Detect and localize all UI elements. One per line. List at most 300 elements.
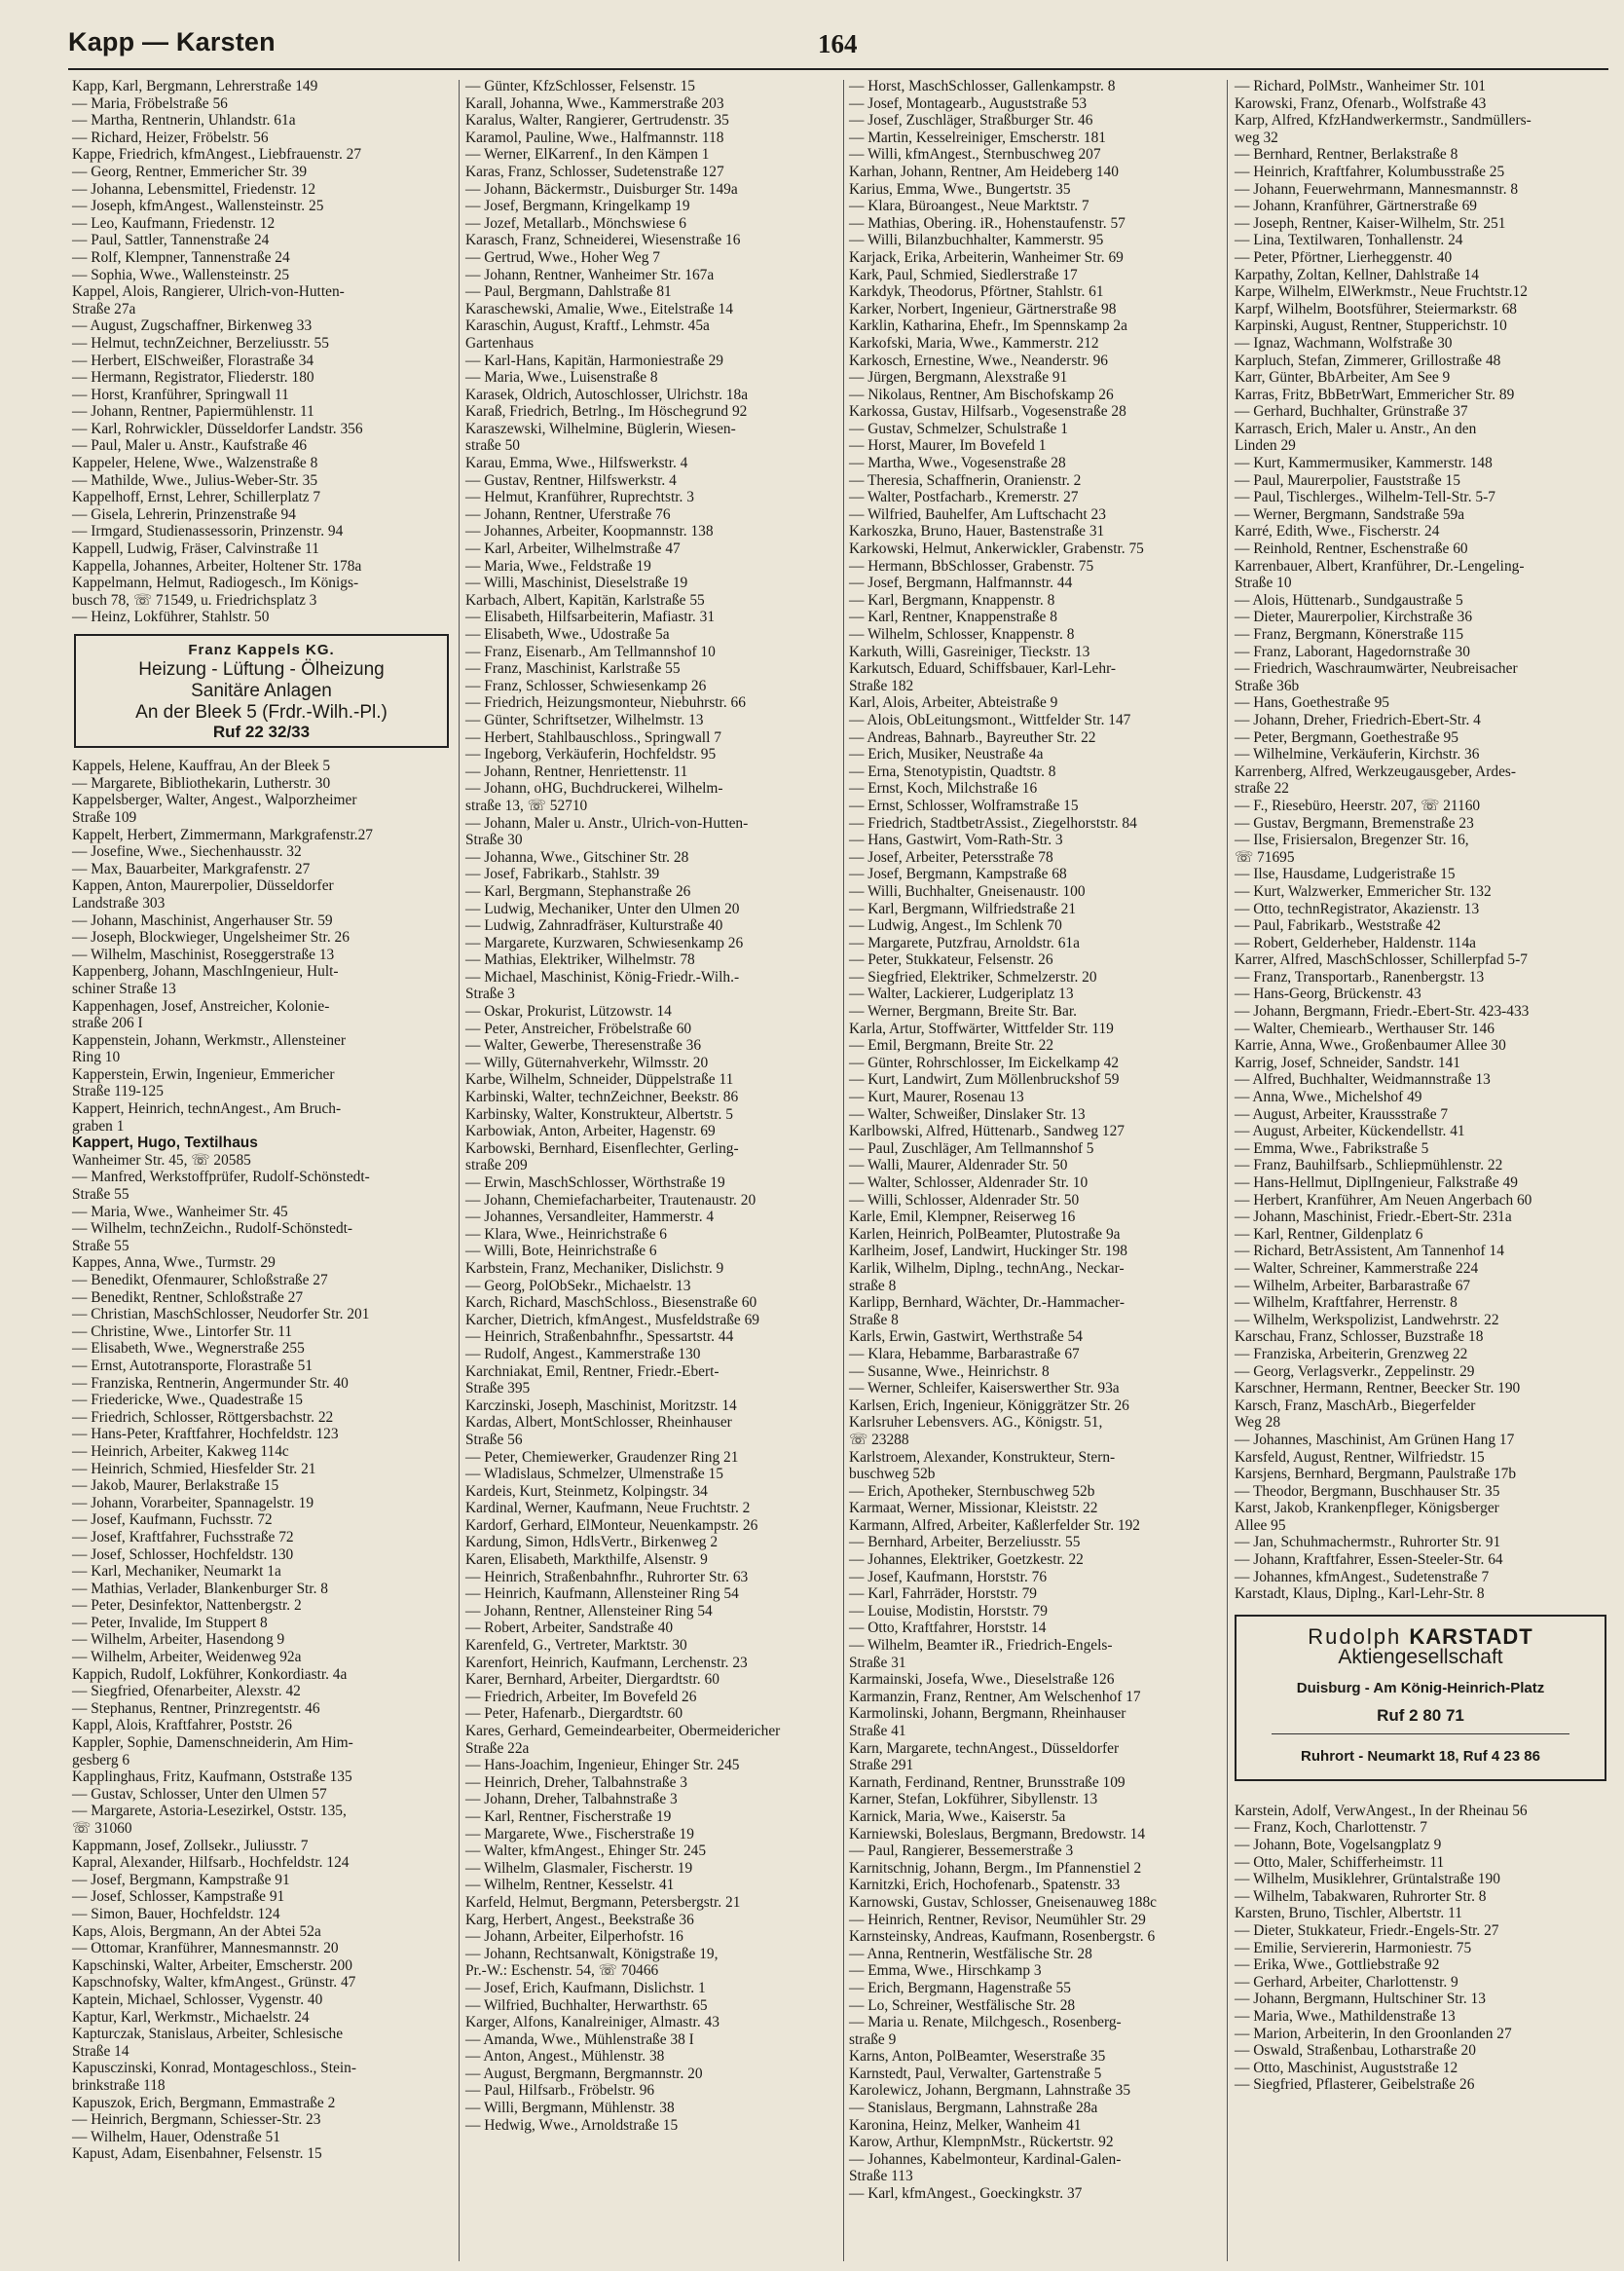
directory-entry-line: Karker, Norbert, Ingenieur, Gärtnerstraße 98 — [849, 300, 1117, 317]
directory-entry-line: Karau, Emma, Wwe., Hilfswerkstr. 4 — [465, 455, 688, 472]
directory-entry-line: — Friedrich, Arbeiter, Im Bovefeld 26 — [465, 1688, 697, 1705]
directory-entry-line: Straße 30 — [465, 832, 523, 849]
directory-entry-line: — Peter, Bergmann, Goethestraße 95 — [1235, 728, 1458, 746]
directory-entry-line: — Sophia, Wwe., Wallensteinstr. 25 — [72, 266, 290, 283]
directory-entry-line: Karmolinski, Johann, Bergmann, Rheinhauser — [849, 1705, 1126, 1723]
directory-entry-line: — Johann, Maschinist, Friedr.-Ebert-Str. 231a — [1235, 1209, 1512, 1226]
directory-entry-line: — Johannes, Kabelmonteur, Kardinal-Galen- — [849, 2150, 1122, 2168]
directory-entry-line: Karrenberg, Alfred, Werkzeugausgeber, Ardes- — [1235, 763, 1517, 780]
ad-company-name — [1242, 1623, 1599, 1649]
directory-entry-line: Straße 56 — [465, 1431, 523, 1448]
directory-entry-line: — Wilhelm, Beamter iR., Friedrich-Engels- — [849, 1637, 1113, 1655]
directory-entry-line: — Amanda, Wwe., Mühlenstraße 38 I — [465, 2030, 694, 2048]
directory-entry-line: Karrenbauer, Albert, Kranführer, Dr.-Lengeling- — [1235, 557, 1525, 575]
directory-entry-line: Karall, Johanna, Wwe., Kammerstraße 203 — [465, 94, 724, 112]
directory-entry-line: Kardeis, Kurt, Steinmetz, Kolpingstr. 34 — [465, 1482, 708, 1500]
directory-entry-line: — Wilhelm, Schlosser, Knappenstr. 8 — [849, 626, 1075, 643]
directory-entry-line: Karbowiak, Anton, Arbeiter, Hagenstr. 69 — [465, 1123, 716, 1140]
directory-entry-line: — Willi, Bote, Heinrichstraße 6 — [465, 1243, 657, 1260]
directory-entry-line: — Nikolaus, Rentner, Am Bischofskamp 26 — [849, 386, 1114, 403]
directory-entry-line: — Ilse, Frisiersalon, Bregenzer Str. 16, — [1235, 832, 1469, 849]
directory-entry-line: — Andreas, Bahnarb., Bayreuther Str. 22 — [849, 728, 1096, 746]
directory-entry-line: Kappelsberger, Walter, Angest., Walporzheimer — [72, 792, 357, 809]
directory-entry-line: Karalus, Walter, Rangierer, Gertrudenstr. 35 — [465, 112, 729, 130]
directory-entry-line: — Kurt, Walzwerker, Emmericher Str. 132 — [1235, 882, 1492, 900]
directory-entry-line: Karras, Fritz, BbBetrWart, Emmericher Str. 89 — [1235, 386, 1515, 403]
directory-entry-line: — Günter, Rohrschlosser, Im Eickelkamp 42 — [849, 1054, 1120, 1071]
directory-entry-line: — Bernhard, Rentner, Berlakstraße 8 — [1235, 146, 1458, 164]
directory-entry-line: — Willi, Schlosser, Aldenrader Str. 50 — [849, 1191, 1080, 1209]
page-number: 164 — [818, 29, 858, 58]
directory-entry-line: — Otto, Kraftfahrer, Horststr. 14 — [849, 1619, 1047, 1637]
directory-entry-line: — Klara, Büroangest., Neue Marktstr. 7 — [849, 198, 1089, 215]
directory-entry-line: straße 9 — [849, 2030, 897, 2048]
page-header — [68, 27, 1606, 66]
directory-entry-line: — Otto, Maschinist, Auguststraße 12 — [1235, 2059, 1458, 2076]
directory-entry-line: — Johann, oHG, Buchdruckerei, Wilhelm- — [465, 780, 723, 798]
directory-entry-line: Kapusczinski, Konrad, Montageschloss., Stein- — [72, 2060, 356, 2077]
directory-entry-line: — Wilhelm, Maschinist, Roseggerstraße 13 — [72, 946, 335, 963]
ad-services-line: Sanitäre Anlagen — [191, 680, 332, 701]
ad-address: An der Bleek 5 (Frdr.-Wilh.-Pl.) — [135, 701, 388, 723]
directory-entry-line: — Herbert, ElSchweißer, Florastraße 34 — [72, 352, 314, 369]
directory-entry-line: — Karl, Rentner, Knappenstraße 8 — [849, 609, 1057, 626]
directory-entry-line: — Günter, Schriftsetzer, Wilhelmstr. 13 — [465, 711, 704, 728]
directory-entry-line: — Siegfried, Pflasterer, Geibelstraße 26 — [1235, 2076, 1475, 2094]
directory-entry-line: — Walter, Schreiner, Kammerstraße 224 — [1235, 1259, 1479, 1277]
directory-entry-line: — Irmgard, Studienassessorin, Prinzenstr. 94 — [72, 523, 344, 540]
directory-entry-line: — Karl, Rentner, Gildenplatz 6 — [1235, 1225, 1423, 1243]
directory-entry-line: — Ilse, Hausdame, Ludgeristraße 15 — [1235, 866, 1456, 883]
directory-entry-line: — Stephanus, Rentner, Prinzregentstr. 46 — [72, 1699, 320, 1717]
directory-entry-line: Wanheimer Str. 45, ☏ 20585 — [72, 1151, 251, 1169]
directory-entry-line: — Herbert, Kranführer, Am Neuen Angerbach 60 — [1235, 1191, 1532, 1209]
directory-entry-line: — Willi, Maschinist, Dieselstraße 19 — [465, 575, 688, 592]
directory-entry-line: Kapschnofsky, Walter, kfmAngest., Grünstr. 47 — [72, 1974, 356, 1992]
directory-entry-line: Kappenhagen, Josef, Anstreicher, Kolonie- — [72, 997, 330, 1015]
directory-entry-line: — Gustav, Bergmann, Bremenstraße 23 — [1235, 814, 1474, 832]
directory-entry-line: — Peter, Pförtner, Lierheggenstr. 40 — [1235, 248, 1453, 266]
directory-entry-line: — Mathias, Verlader, Blankenburger Str. 8 — [72, 1580, 328, 1597]
directory-entry-line: — Georg, PolObSekr., Michaelstr. 13 — [465, 1277, 691, 1294]
directory-entry-line: — Franz, Eisenarb., Am Tellmannshof 10 — [465, 643, 716, 660]
directory-entry-line: Karpluch, Stefan, Zimmerer, Grillostraße 48 — [1235, 352, 1501, 369]
directory-entry-line: — Margarete, Putzfrau, Arnoldstr. 61a — [849, 934, 1080, 951]
directory-entry-line: — Ingeborg, Verkäuferin, Hochfeldstr. 95 — [465, 746, 717, 763]
directory-entry-line: — Johanna, Lebensmittel, Friedenstr. 12 — [72, 180, 316, 198]
directory-entry-line: Pr.-W.: Eschenstr. 54, ☏ 70466 — [465, 1962, 659, 1980]
directory-entry-line: — Karl-Hans, Kapitän, Harmoniestraße 29 — [465, 352, 723, 369]
directory-entry-line: — Johann, Bote, Vogelsangplatz 9 — [1235, 1837, 1442, 1853]
directory-entry-line: Karnowski, Gustav, Schlosser, Gneisenauweg 188c — [849, 1893, 1157, 1911]
directory-entry-line: Karas, Franz, Schlosser, Sudetenstraße 127 — [465, 163, 724, 180]
directory-entry-line: — Lo, Schreiner, Westfälische Str. 28 — [849, 1996, 1076, 2014]
directory-entry-line: Kappl, Alois, Kraftfahrer, Poststr. 26 — [72, 1717, 292, 1734]
directory-entry-line: — Karl, Bergmann, Knappenstr. 8 — [849, 591, 1055, 609]
directory-entry-line: — August, Arbeiter, Kraussstraße 7 — [1235, 1105, 1449, 1123]
directory-entry-line: — Karl, Rentner, Fischerstraße 19 — [465, 1807, 672, 1825]
directory-entry-line: Allee 95 — [1235, 1516, 1286, 1534]
directory-entry-line: Karkossa, Gustav, Hilfsarb., Vogesenstraße 28 — [849, 403, 1126, 421]
directory-entry-line: Karpinski, August, Rentner, Stupperichstr. 10 — [1235, 317, 1507, 335]
directory-entry-line: — Willi, Bilanzbuchhalter, Kammerstr. 95 — [849, 232, 1104, 249]
directory-entry-line: Karner, Stefan, Lokführer, Sibyllenstr. 13 — [849, 1791, 1098, 1808]
directory-entry-line: — Theodor, Bergmann, Buschhauser Str. 35 — [1235, 1482, 1500, 1500]
directory-entry-line: — Franz, Laborant, Hagedornstraße 30 — [1235, 643, 1470, 660]
directory-entry-line: Karius, Emma, Wwe., Bungertstr. 35 — [849, 180, 1071, 198]
directory-entry-line: Karkowski, Helmut, Ankerwickler, Grabenstr. 75 — [849, 540, 1144, 558]
directory-entry-line: — F., Riesebüro, Heerstr. 207, ☏ 21160 — [1235, 797, 1481, 814]
directory-entry-line: — Alfred, Buchhalter, Weidmannstraße 13 — [1235, 1071, 1491, 1089]
directory-entry-line: — Georg, Rentner, Emmericher Str. 39 — [72, 163, 308, 180]
directory-entry-line: — Emilie, Serviererin, Harmoniestr. 75 — [1235, 1939, 1472, 1956]
directory-entry-line: — Franziska, Arbeiterin, Grenzweg 22 — [1235, 1345, 1468, 1362]
directory-entry-line: Karklin, Katharina, Ehefr., Im Spennskamp 2a — [849, 317, 1127, 335]
directory-entry-line: Kappell, Ludwig, Fräser, Calvinstraße 11 — [72, 540, 319, 558]
directory-entry-line: straße 50 — [465, 437, 520, 455]
directory-entry-line: Karmanzin, Franz, Rentner, Am Welschenhof 17 — [849, 1688, 1141, 1705]
header-rule — [68, 68, 1608, 70]
directory-entry-line: — Gerhard, Arbeiter, Charlottenstr. 9 — [1235, 1973, 1458, 1991]
directory-entry-line: — Dieter, Maurerpolier, Kirchstraße 36 — [1235, 609, 1473, 626]
directory-entry-line: — Johann, Feuerwehrmann, Mannesmannstr. 8 — [1235, 180, 1519, 198]
directory-entry-line: — Wilhelm, Arbeiter, Hasendong 9 — [72, 1631, 285, 1649]
directory-entry-line: — Johann, Vorarbeiter, Spannagelstr. 19 — [72, 1494, 314, 1511]
directory-entry-line: graben 1 — [72, 1117, 125, 1135]
directory-entry-line: — Johann, Bergmann, Friedr.-Ebert-Str. 423-433 — [1235, 1003, 1530, 1021]
directory-entry-line: — Richard, BetrAssistent, Am Tannenhof 14 — [1235, 1243, 1504, 1260]
ad-location: Duisburg - Am König-Heinrich-Platz — [1296, 1680, 1545, 1697]
directory-entry-line: — Werner, Bergmann, Sandstraße 59a — [1235, 505, 1465, 523]
directory-entry-line: Kardorf, Gerhard, ElMonteur, Neuenkampstr. 26 — [465, 1516, 758, 1534]
directory-entry-line: — Wilhelm, Hauer, Odenstraße 51 — [72, 2128, 280, 2145]
directory-entry-line: — Margarete, Kurzwaren, Schwiesenkamp 26 — [465, 934, 744, 951]
directory-entry-line: — Walter, Gewerbe, Theresenstraße 36 — [465, 1037, 702, 1055]
directory-entry-line: schiner Straße 13 — [72, 980, 176, 997]
directory-entry-line: Karer, Bernhard, Arbeiter, Diergardtstr. 60 — [465, 1671, 720, 1689]
directory-entry-line: — Horst, Kranführer, Springwall 11 — [72, 386, 289, 403]
directory-entry-line: — Josef, Bergmann, Kampstraße 68 — [849, 866, 1067, 883]
directory-entry-line: Karenfort, Heinrich, Kaufmann, Lerchenstr. 23 — [465, 1654, 748, 1671]
directory-entry-line: Kappen, Anton, Maurerpolier, Düsseldorfer — [72, 877, 334, 895]
directory-entry-line: — Horst, MaschSchlosser, Gallenkampstr. 8 — [849, 78, 1116, 94]
directory-entry-line: — Johannes, kfmAngest., Sudetenstraße 7 — [1235, 1568, 1490, 1585]
directory-entry-line: — Leo, Kaufmann, Friedenstr. 12 — [72, 214, 276, 232]
directory-entry-line: — Peter, Chemiewerker, Graudenzer Ring 21 — [465, 1448, 739, 1466]
directory-entry-line: — Hermann, Registrator, Fliederstr. 180 — [72, 369, 314, 387]
directory-entry-line: busch 78, ☏ 71549, u. Friedrichsplatz 3 — [72, 591, 317, 609]
directory-entry-line: Karpe, Wilhelm, ElWerkmstr., Neue Fruchtstr.12 — [1235, 283, 1528, 301]
directory-entry-line: — Stanislaus, Bergmann, Lahnstraße 28a — [849, 2100, 1098, 2117]
directory-entry-line: — August, Arbeiter, Kückendellstr. 41 — [1235, 1123, 1465, 1140]
directory-entry-line: Karlstroem, Alexander, Konstrukteur, Stern- — [849, 1448, 1116, 1466]
directory-entry-line: — Wilhelm, Kraftfahrer, Herrenstr. 8 — [1235, 1294, 1458, 1312]
directory-entry-line: — Franz, Bauhilfsarb., Schliepmühlenstr. 22 — [1235, 1157, 1503, 1174]
directory-entry-line: Karaszewski, Wilhelmine, Büglerin, Wiesen- — [465, 420, 736, 437]
directory-entry-line: — Franziska, Rentnerin, Angermunder Str. 40 — [72, 1374, 349, 1392]
column-3 — [849, 78, 1229, 2203]
directory-entry-line: — Paul, Fabrikarb., Weststraße 42 — [1235, 917, 1441, 935]
directory-entry-line: Karen, Elisabeth, Markthilfe, Alsenstr. 9 — [465, 1551, 708, 1569]
directory-entry-line: Karnsteinsky, Andreas, Kaufmann, Rosenbergstr. 6 — [849, 1928, 1156, 1946]
directory-entry-line: Karschau, Franz, Schlosser, Buzstraße 18 — [1235, 1328, 1484, 1346]
directory-entry-line: Kappelt, Herbert, Zimmermann, Markgrafenstr.27 — [72, 826, 373, 843]
directory-entry-line: — Werner, Schleifer, Kaiserswerther Str. 93a — [849, 1380, 1120, 1397]
directory-entry-line: — Klara, Wwe., Heinrichstraße 6 — [465, 1225, 667, 1243]
directory-entry-line: — Karl, Bergmann, Wilfriedstraße 21 — [849, 900, 1077, 917]
directory-entry-line: Karasek, Oldrich, Autoschlosser, Ulrichstr. 18a — [465, 386, 749, 403]
directory-entry-line: — Manfred, Werkstoffprüfer, Rudolf-Schönstedt- — [72, 1169, 370, 1186]
directory-entry-line: Karré, Edith, Wwe., Fischerstr. 24 — [1235, 523, 1440, 540]
directory-entry-line: — Hans-Peter, Kraftfahrer, Hochfeldstr. 123 — [72, 1426, 339, 1443]
ad-phone: Ruf 22 32/33 — [212, 722, 311, 741]
directory-entry-line: — Johann, Rentner, Papiermühlenstr. 11 — [72, 403, 314, 421]
directory-entry-line: — Heinrich, Kraftfahrer, Kolumbusstraße 25 — [1235, 163, 1505, 180]
directory-entry-line: — Maria, Wwe., Feldstraße 19 — [465, 557, 651, 575]
directory-entry-line: — Gertrud, Wwe., Hoher Weg 7 — [465, 248, 660, 266]
directory-entry-line: Straße 8 — [849, 1311, 899, 1328]
directory-entry-line: Straße 182 — [849, 677, 914, 694]
directory-entry-line: Kapuszok, Erich, Bergmann, Emmastraße 2 — [72, 2094, 336, 2111]
directory-entry-line: — Josef, Schlosser, Hochfeldstr. 130 — [72, 1545, 294, 1563]
directory-entry-line: — Rudolf, Angest., Kammerstraße 130 — [465, 1345, 701, 1362]
directory-entry-line: — Paul, Maler u. Anstr., Kaufstraße 46 — [72, 437, 308, 455]
directory-entry-line: Kappert, Heinrich, technAngest., Am Bruch- — [72, 1100, 342, 1118]
directory-entry-line: — Franz, Transportarb., Ranenbergstr. 13 — [1235, 968, 1485, 986]
directory-entry-line: — Johann, Rentner, Uferstraße 76 — [465, 505, 671, 523]
directory-entry-line: Karkofski, Maria, Wwe., Kammerstr. 212 — [849, 334, 1099, 352]
directory-entry-line: — Paul, Zuschläger, Am Tellmannshof 5 — [849, 1139, 1094, 1157]
directory-entry-line: — Josef, Schlosser, Kampstraße 91 — [72, 1888, 285, 1906]
directory-entry-line: — Johann, Bäckermstr., Duisburger Str. 149a — [465, 180, 738, 198]
directory-entry-line: — Johann, Bergmann, Hultschiner Str. 13 — [1235, 1991, 1486, 2008]
directory-entry-line: Straße 55 — [72, 1237, 129, 1254]
directory-entry-line: Karchniakat, Emil, Rentner, Friedr.-Ebert- — [465, 1362, 720, 1380]
directory-entry-line: Kares, Gerhard, Gemeindearbeiter, Obermeidericher — [465, 1723, 781, 1739]
directory-entry-line: — Hans, Goethestraße 95 — [1235, 694, 1389, 712]
ad-phone: Ruf 2 80 71 — [1377, 1705, 1464, 1725]
directory-entry-line: — Benedikt, Rentner, Schloßstraße 27 — [72, 1288, 304, 1306]
directory-entry-line: Kark, Paul, Schmied, Siedlerstraße 17 — [849, 266, 1078, 283]
directory-entry-line: Straße 113 — [849, 2168, 913, 2185]
column-divider — [843, 80, 844, 2261]
column-4 — [1235, 78, 1614, 2094]
directory-entry-line: Straße 14 — [72, 2042, 129, 2060]
directory-entry-line: — Margarete, Astoria-Lesezirkel, Oststr. 135, — [72, 1803, 347, 1820]
directory-entry-line: — Paul, Tischlerges., Wilhelm-Tell-Str. 5-7 — [1235, 489, 1495, 506]
franz-kappels-advertisement — [74, 634, 449, 748]
directory-entry-line: — Richard, Heizer, Fröbelstr. 56 — [72, 129, 269, 146]
directory-entry-line: Karkutsch, Eduard, Schiffsbauer, Karl-Lehr- — [849, 660, 1117, 678]
directory-entry-line: — Heinrich, Straßenbahnfhr., Ruhrorter Str. 63 — [465, 1568, 749, 1585]
directory-entry-line: — Heinrich, Dreher, Talbahnstraße 3 — [465, 1773, 687, 1791]
directory-entry-line: — Johann, Maschinist, Angerhauser Str. 59 — [72, 912, 333, 929]
directory-entry-line: Karstadt, Klaus, Diplng., Karl-Lehr-Str. 8 — [1235, 1585, 1485, 1603]
directory-entry-line: Karn, Margarete, technAngest., Düsseldorfer — [849, 1739, 1120, 1757]
directory-entry-line: Karkoszka, Bruno, Hauer, Bastenstraße 31 — [849, 523, 1105, 540]
directory-entry-line: — Franz, Schlosser, Schwiesenkamp 26 — [465, 677, 707, 694]
directory-entry-line: Karolewicz, Johann, Bergmann, Lahnstraße 35 — [849, 2082, 1131, 2100]
directory-entry-line: — Johann, Rechtsanwalt, Königstraße 19, — [465, 1945, 719, 1962]
directory-entry-line: — Robert, Gelderheber, Haldenstr. 114a — [1235, 934, 1476, 951]
directory-entry-line: Linden 29 — [1235, 437, 1296, 455]
directory-entry-line: Karfeld, Helmut, Bergmann, Petersbergstr. 21 — [465, 1893, 741, 1911]
directory-entry-line: Landstraße 303 — [72, 894, 166, 912]
directory-entry-line: — Johann, Kranführer, Gärtnerstraße 69 — [1235, 198, 1477, 215]
directory-entry-line: Karrer, Alfred, MaschSchlosser, Schillerpfad 5-7 — [1235, 951, 1528, 969]
directory-entry-line: — Walter, Lackierer, Ludgeriplatz 13 — [849, 986, 1074, 1003]
directory-entry-line: — Johannes, Elektriker, Goetzkestr. 22 — [849, 1551, 1084, 1569]
directory-entry-line: Karch, Richard, MaschSchloss., Biesenstraße 60 — [465, 1294, 757, 1312]
ad-company-name: Franz Kappels KG. — [188, 642, 335, 658]
directory-entry-line: — Paul, Bergmann, Dahlstraße 81 — [465, 283, 672, 301]
directory-entry-line: Karbach, Albert, Kapitän, Karlstraße 55 — [465, 591, 705, 609]
directory-entry-line: straße 13, ☏ 52710 — [465, 797, 588, 814]
directory-entry-line: — Karl, Rohrwickler, Düsseldorfer Landstr. 356 — [72, 420, 363, 437]
directory-entry-line: — Friedrich, StadtbetrAssist., Ziegelhorststr. 84 — [849, 814, 1137, 832]
directory-entry-line: — Walter, Postfacharb., Kremerstr. 27 — [849, 489, 1079, 506]
directory-entry-line: — Friedrich, Schlosser, Röttgersbachstr. 22 — [72, 1408, 334, 1426]
directory-entry-line: — Paul, Sattler, Tannenstraße 24 — [72, 232, 270, 249]
ad-name-first: Rudolph — [1308, 1623, 1402, 1649]
directory-entry-line: — Erich, Musiker, Neustraße 4a — [849, 746, 1044, 763]
directory-entry-line: — Heinz, Lokführer, Stahlstr. 50 — [72, 609, 270, 626]
directory-entry-line: — Heinrich, Schmied, Hiesfelder Str. 21 — [72, 1460, 316, 1477]
directory-entry-line: Karlsen, Erich, Ingenieur, Königgrätzer Str. 26 — [849, 1396, 1129, 1414]
directory-entry-line: Kappelmann, Helmut, Radiogesch., Im Königs- — [72, 575, 359, 592]
directory-entry-line: — Alois, ObLeitungsmont., Wittfelder Str. 147 — [849, 711, 1131, 728]
directory-entry-line: — Emma, Wwe., Fabrikstraße 5 — [1235, 1139, 1429, 1157]
directory-entry-line: Kapschinski, Walter, Arbeiter, Emscherstr. 200 — [72, 1956, 352, 1974]
directory-entry-line: — Otto, Maler, Schifferheimstr. 11 — [1235, 1853, 1445, 1871]
directory-entry-line: — Helmut, technZeichner, Berzeliusstr. 55 — [72, 334, 329, 352]
directory-entry-line: Karrig, Josef, Schneider, Sandstr. 141 — [1235, 1054, 1460, 1071]
directory-entry-line: Karasch, Franz, Schneiderei, Wiesenstraße 16 — [465, 232, 741, 249]
directory-entry-line: — Alois, Hüttenarb., Sundgaustraße 5 — [1235, 591, 1463, 609]
directory-entry-line: — Wilhelm, Tabakwaren, Ruhrorter Str. 8 — [1235, 1887, 1487, 1905]
directory-entry-line: — Hedwig, Wwe., Arnoldstraße 15 — [465, 2116, 679, 2134]
directory-entry-line: — Louise, Modistin, Horststr. 79 — [849, 1602, 1048, 1619]
directory-entry-line: Straße 22a — [465, 1739, 530, 1757]
directory-entry-line: — Josef, Kaufmann, Horststr. 76 — [849, 1568, 1048, 1585]
directory-entry-line: Karmaat, Werner, Missionar, Kleiststr. 22 — [849, 1500, 1098, 1517]
directory-entry-line: — Wilhelm, Werkspolizist, Landwehrstr. 22 — [1235, 1311, 1499, 1328]
directory-entry-line: Karnitzki, Erich, Hochofenarb., Spatenstr. 33 — [849, 1877, 1121, 1894]
directory-entry-line: Straße 395 — [465, 1380, 531, 1397]
directory-entry-line: — Peter, Stukkateur, Felsenstr. 26 — [849, 951, 1053, 969]
directory-entry-line: — Lina, Textilwaren, Tonhallenstr. 24 — [1235, 232, 1463, 249]
directory-entry-line: Karmann, Alfred, Arbeiter, Kaßlerfelder Str. 192 — [849, 1516, 1140, 1534]
directory-entry-line: Kardung, Simon, HdlsVertr., Birkenweg 2 — [465, 1534, 719, 1551]
directory-entry-line: — Heinrich, Arbeiter, Kakweg 114c — [72, 1442, 289, 1460]
directory-entry-line: — August, Bergmann, Bergmannstr. 20 — [465, 2065, 703, 2082]
directory-entry-line: — Josef, Kaufmann, Fuchsstr. 72 — [72, 1511, 273, 1529]
directory-entry-line: Ring 10 — [72, 1049, 121, 1066]
directory-entry-line: — Oswald, Straßenbau, Lotharstraße 20 — [1235, 2042, 1476, 2060]
directory-entry-line: — Ernst, Koch, Milchstraße 16 — [849, 780, 1038, 798]
directory-entry-line: — Maria, Wwe., Luisenstraße 8 — [465, 369, 658, 387]
directory-entry-line: — Maria, Wwe., Mathildenstraße 13 — [1235, 2007, 1456, 2025]
directory-entry-line: — Otto, technRegistrator, Akazienstr. 13 — [1235, 900, 1480, 917]
directory-entry-line: — Elisabeth, Wwe., Wegnerstraße 255 — [72, 1340, 305, 1358]
directory-entry-line: Karnath, Ferdinand, Rentner, Brunsstraße 109 — [849, 1773, 1126, 1791]
column-divider — [1227, 80, 1228, 2261]
directory-entry-line: Karlen, Heinrich, PolBeamter, Plutostraße 9a — [849, 1225, 1121, 1243]
directory-entry-line: Straße 31 — [849, 1654, 906, 1671]
directory-entry-line: Kappes, Anna, Wwe., Turmstr. 29 — [72, 1254, 276, 1272]
directory-entry-line: — Wilhelm, Rentner, Kesselstr. 41 — [465, 1877, 675, 1894]
directory-entry-line: — Peter, Anstreicher, Fröbelstraße 60 — [465, 1020, 692, 1037]
directory-entry-line: — Wilhelm, Musiklehrer, Grüntalstraße 190 — [1235, 1871, 1500, 1888]
directory-entry-line: — Peter, Invalide, Im Stuppert 8 — [72, 1614, 268, 1631]
directory-entry-line: Karsjens, Bernhard, Bergmann, Paulstraße 17b — [1235, 1466, 1517, 1483]
directory-entry-line: Karnick, Maria, Wwe., Kaiserstr. 5a — [849, 1807, 1066, 1825]
directory-entry-line: — Martha, Wwe., Vogesenstraße 28 — [849, 455, 1066, 472]
directory-entry-line: Kappelhoff, Ernst, Lehrer, Schillerplatz 7 — [72, 489, 321, 506]
ad-name-bold: KARSTADT — [1409, 1623, 1533, 1649]
directory-entry-line: — Margarete, Bibliothekarin, Lutherstr. 30 — [72, 774, 331, 792]
directory-entry-line: — Walli, Maurer, Aldenrader Str. 50 — [849, 1157, 1068, 1174]
directory-entry-line: Kappler, Sophie, Damenschneiderin, Am Him- — [72, 1734, 353, 1752]
directory-entry-line: Karnitschnig, Johann, Bergm., Im Pfannenstiel 2 — [849, 1859, 1142, 1877]
directory-entry-line: — Martin, Kesselreiniger, Emscherstr. 181 — [849, 129, 1106, 146]
directory-entry-line: — Hans-Georg, Brückenstr. 43 — [1235, 986, 1421, 1003]
directory-entry-line: ☏ 31060 — [72, 1820, 132, 1837]
directory-entry-line: — Paul, Hilfsarb., Fröbelstr. 96 — [465, 2082, 655, 2100]
directory-entry-line: — Christian, MaschSchlosser, Neudorfer Str. 201 — [72, 1306, 370, 1323]
directory-entry-line: ☏ 71695 — [1235, 848, 1295, 866]
directory-entry-line: — Christine, Wwe., Lintorfer Str. 11 — [72, 1322, 293, 1340]
directory-entry-line: Karbstein, Franz, Mechaniker, Dislichstr. 9 — [465, 1259, 724, 1277]
directory-entry-line: Straße 36b — [1235, 677, 1300, 694]
directory-entry-line: weg 32 — [1235, 129, 1278, 146]
directory-entry-line: — Anton, Angest., Mühlenstr. 38 — [465, 2048, 665, 2066]
directory-entry-line: — Klara, Hebamme, Barbarastraße 67 — [849, 1345, 1080, 1362]
directory-entry-line: — Friedrich, Heizungsmonteur, Niebuhrstr. 66 — [465, 694, 746, 712]
directory-entry-line: — Johannes, Maschinist, Am Grünen Hang 17 — [1235, 1431, 1515, 1448]
directory-entry-line: — Karl, Mechaniker, Neumarkt 1a — [72, 1563, 281, 1581]
directory-entry-line: Karczinski, Joseph, Maschinist, Moritzstr. 14 — [465, 1396, 737, 1414]
directory-entry-line: Karnstedt, Paul, Verwalter, Gartenstraße 5 — [849, 2065, 1102, 2082]
directory-entry-line: — Kurt, Maurer, Rosenau 13 — [849, 1089, 1024, 1106]
directory-entry-line: Kappenstein, Johann, Werkmstr., Allensteiner — [72, 1031, 347, 1049]
directory-entry-line: — Johann, Kraftfahrer, Essen-Steeler-Str. 64 — [1235, 1551, 1503, 1569]
directory-entry-line: Kardinal, Werner, Kaufmann, Neue Fruchtstr. 2 — [465, 1500, 751, 1517]
directory-entry-line: Karkuth, Willi, Gasreiniger, Tieckstr. 13 — [849, 643, 1090, 660]
directory-entry-line: — Dieter, Stukkateur, Friedr.-Engels-Str. 27 — [1235, 1921, 1499, 1939]
column-2 — [465, 78, 845, 2134]
directory-entry-line: — Joseph, kfmAngest., Wallensteinstr. 25 — [72, 198, 324, 215]
directory-entry-line: Kaps, Alois, Bergmann, An der Abtei 52a — [72, 1922, 321, 1940]
directory-entry-line: — Siegfried, Elektriker, Schmelzerstr. 20 — [849, 968, 1097, 986]
directory-entry-line: — Simon, Bauer, Hochfeldstr. 124 — [72, 1905, 280, 1922]
directory-entry-line: Karbowski, Bernhard, Eisenflechter, Gerling- — [465, 1139, 739, 1157]
directory-entry-line: — Johann, Dreher, Friedrich-Ebert-Str. 4 — [1235, 711, 1481, 728]
directory-entry-line: ☏ 23288 — [849, 1431, 909, 1448]
directory-entry-line: — Benedikt, Ofenmaurer, Schloßstraße 27 — [72, 1272, 328, 1288]
directory-entry-line: Karrie, Anna, Wwe., Großenbaumer Allee 30 — [1235, 1037, 1506, 1055]
directory-entry-line: Kappella, Johannes, Arbeiter, Holtener Str. 178a — [72, 557, 362, 575]
directory-entry-line: — Wilfried, Buchhalter, Herwarthstr. 65 — [465, 1996, 708, 2014]
directory-entry-line: — Josef, Kraftfahrer, Fuchsstraße 72 — [72, 1528, 294, 1545]
directory-entry-line: Karenfeld, G., Vertreter, Marktstr. 30 — [465, 1637, 687, 1655]
directory-entry-line: — Ludwig, Zahnradfräser, Kulturstraße 40 — [465, 917, 723, 935]
directory-entry-line: — Willy, Güternahverkehr, Wilmsstr. 20 — [465, 1054, 709, 1071]
directory-entry-line: Straße 27a — [72, 300, 136, 317]
directory-entry-line: — Franz, Maschinist, Karlstraße 55 — [465, 660, 681, 678]
directory-entry-line: Karg, Herbert, Angest., Beekstraße 36 — [465, 1911, 694, 1928]
directory-entry-line: Straße 41 — [849, 1723, 906, 1739]
